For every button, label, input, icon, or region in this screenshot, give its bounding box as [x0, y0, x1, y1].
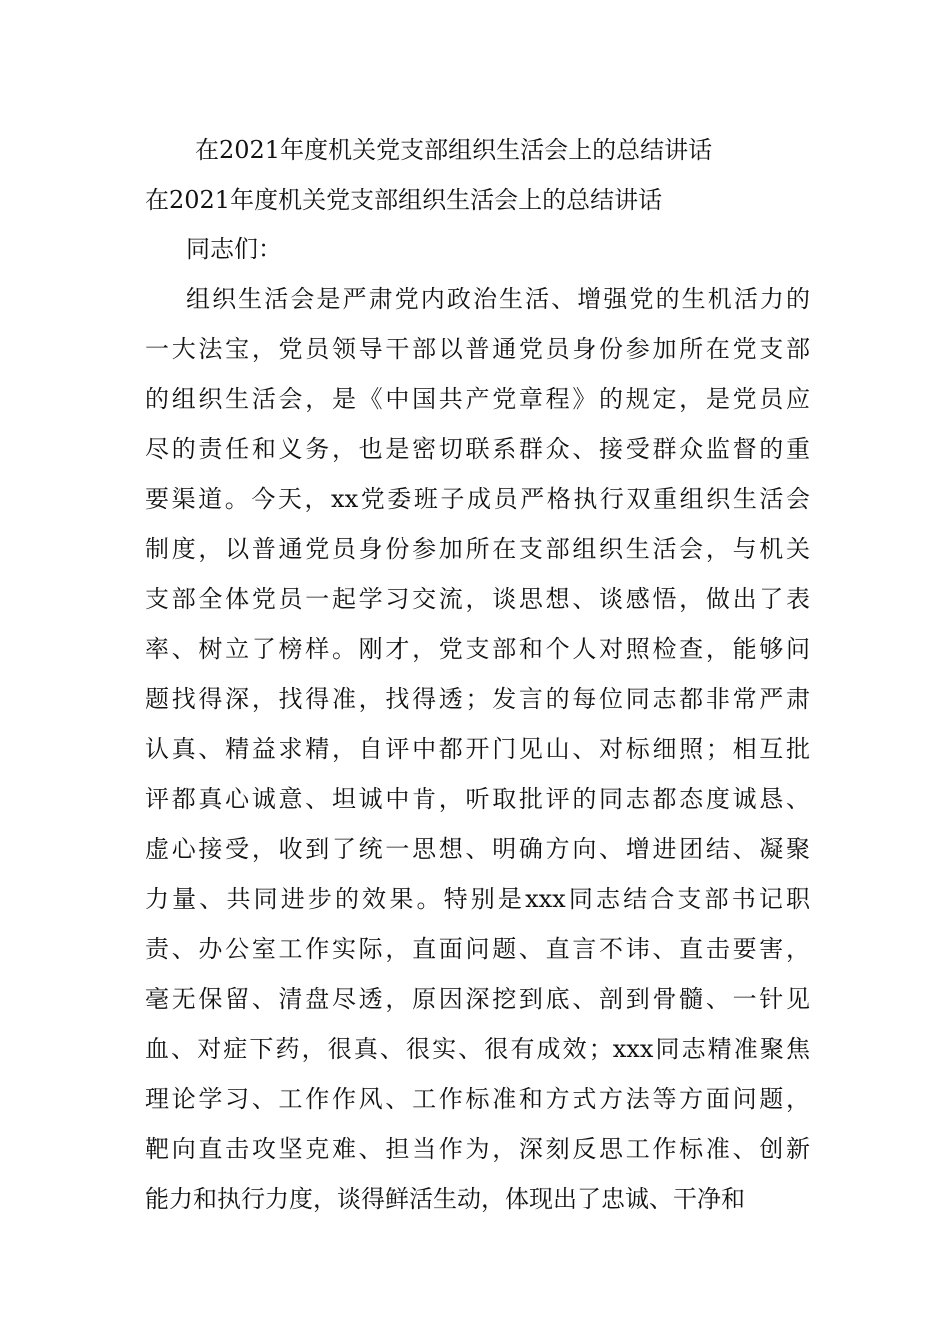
- paragraph-line: 理论学习、工作作风、工作标准和方式方法等方面问题，: [145, 1085, 810, 1113]
- document-title-repeat: 在2021年度机关党支部组织生活会上的总结讲话: [145, 186, 663, 214]
- paragraph-line: 认真、精益求精，自评中都开门见山、对标细照；相互批: [145, 735, 810, 763]
- paragraph-line: 支部全体党员一起学习交流，谈思想、谈感悟，做出了表: [145, 585, 810, 613]
- paragraph-line: 靶向直击攻坚克难、担当作为，深刻反思工作标准、创新: [145, 1135, 810, 1163]
- document-title: 在2021年度机关党支部组织生活会上的总结讲话: [195, 136, 713, 164]
- paragraph-line: 制度，以普通党员身份参加所在支部组织生活会，与机关: [145, 535, 810, 563]
- paragraph-line: 要渠道。今天，xx党委班子成员严格执行双重组织生活会: [145, 485, 810, 513]
- paragraph-line: 一大法宝，党员领导干部以普通党员身份参加所在党支部: [145, 335, 810, 363]
- paragraph-line: 评都真心诚意、坦诚中肯，听取批评的同志都态度诚恳、: [145, 785, 810, 813]
- paragraph-line: 的组织生活会，是《中国共产党章程》的规定，是党员应: [145, 385, 810, 413]
- paragraph-line: 血、对症下药，很真、很实、很有成效；xxx同志精准聚焦: [145, 1035, 810, 1063]
- paragraph-line: 毫无保留、清盘尽透，原因深挖到底、剖到骨髓、一针见: [145, 985, 810, 1013]
- paragraph-line: 虚心接受，收到了统一思想、明确方向、增进团结、凝聚: [145, 835, 810, 863]
- greeting: 同志们：: [186, 235, 282, 263]
- paragraph-line: 力量、共同进步的效果。特别是xxx同志结合支部书记职: [145, 885, 810, 913]
- paragraph-line: 能力和执行力度，谈得鲜活生动，体现出了忠诚、干净和: [145, 1185, 745, 1213]
- paragraph-line: 尽的责任和义务，也是密切联系群众、接受群众监督的重: [145, 435, 810, 463]
- paragraph-line: 题找得深，找得准，找得透；发言的每位同志都非常严肃: [145, 685, 810, 713]
- paragraph-line: 率、树立了榜样。刚才，党支部和个人对照检查，能够问: [145, 635, 810, 663]
- paragraph-line: 组织生活会是严肃党内政治生活、增强党的生机活力的: [186, 285, 810, 313]
- paragraph-line: 责、办公室工作实际，直面问题、直言不讳、直击要害，: [145, 935, 810, 963]
